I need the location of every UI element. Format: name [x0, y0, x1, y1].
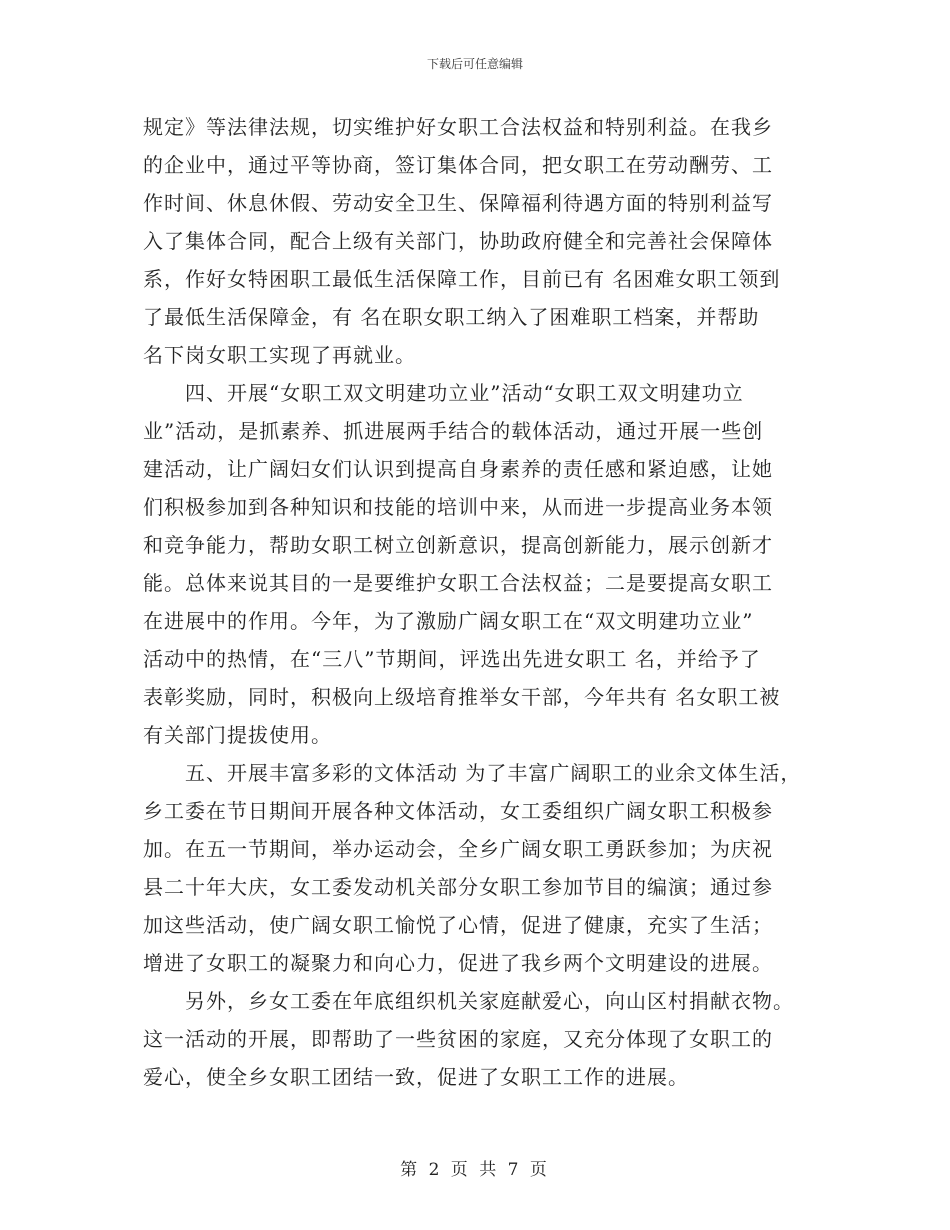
paragraph-line: 规定》等法律法规，切实维护好女职工合法权益和特别利益。在我乡: [143, 115, 773, 139]
paragraph-line: 四、开展“女职工双文明建功立业”活动“女职工双文明建功立: [185, 381, 744, 405]
paragraph-line: 这一活动的开展，即帮助了一些贫困的家庭，又充分体现了女职工的: [143, 1027, 773, 1051]
paragraph-line: 乡工委在节日期间开展各种文体活动，女工委组织广阔女职工积极参: [143, 799, 773, 823]
paragraph-line: 有关部门提拔使用。: [143, 723, 332, 747]
page-number: 第 2 页 共 7 页: [400, 1160, 550, 1180]
paragraph-line: 业”活动，是抓素养、抓进展两手结合的载体活动，通过开展一些创: [143, 419, 764, 443]
paragraph-line: 加。在五一节期间，举办运动会，全乡广阔女职工勇跃参加；为庆祝: [143, 837, 773, 861]
document-body: [143, 108, 833, 1096]
paragraph-line: 入了集体合同，配合上级有关部门，协助政府健全和完善社会保障体: [143, 229, 773, 253]
paragraph-line: 活动中的热情，在“三八”节期间，评选出先进女职工 名，并给予了: [143, 647, 761, 671]
paragraph-line: 的企业中，通过平等协商，签订集体合同，把女职工在劳动酬劳、工: [143, 153, 773, 177]
paragraph-line: 五、开展丰富多彩的文体活动 为了丰富广阔职工的业余文体生活，: [185, 761, 802, 785]
paragraph-line: 名下岗女职工实现了再就业。: [143, 343, 416, 367]
paragraph-line: 另外，乡女工委在年底组织机关家庭献爱心，向山区村捐献衣物。: [185, 989, 794, 1013]
paragraph-line: 增进了女职工的凝聚力和向心力，促进了我乡两个文明建设的进展。: [143, 951, 773, 975]
paragraph-line: 作时间、休息休假、劳动安全卫生、保障福利待遇方面的特别利益写: [143, 191, 773, 215]
paragraph-line: 在进展中的作用。今年，为了激励广阔女职工在“双文明建功立业”: [143, 609, 754, 633]
page-header: 下载后可任意编辑: [426, 57, 523, 71]
paragraph-line: 县二十年大庆，女工委发动机关部分女职工参加节目的编演；通过参: [143, 875, 773, 899]
paragraph-line: 爱心，使全乡女职工团结一致，促进了女职工工作的进展。: [143, 1065, 689, 1089]
paragraph-line: 建活动，让广阔妇女们认识到提高自身素养的责任感和紧迫感，让她: [143, 457, 773, 481]
paragraph-line: 加这些活动，使广阔女职工愉悦了心情，促进了健康，充实了生活；: [143, 913, 773, 937]
paragraph-line: 能。总体来说其目的一是要维护女职工合法权益；二是要提高女职工: [143, 571, 773, 595]
paragraph-line: 了最低生活保障金，有 名在职女职工纳入了困难职工档案，并帮助: [143, 305, 760, 329]
paragraph-line: 系，作好女特困职工最低生活保障工作，目前已有 名困难女职工领到: [143, 267, 781, 291]
paragraph-line: 表彰奖励，同时，积极向上级培育推举女干部，今年共有 名女职工被: [143, 685, 781, 709]
paragraph-line: 和竞争能力，帮助女职工树立创新意识，提高创新能力，展示创新才: [143, 533, 773, 557]
paragraph-line: 们积极参加到各种知识和技能的培训中来，从而进一步提高业务本领: [143, 495, 773, 519]
